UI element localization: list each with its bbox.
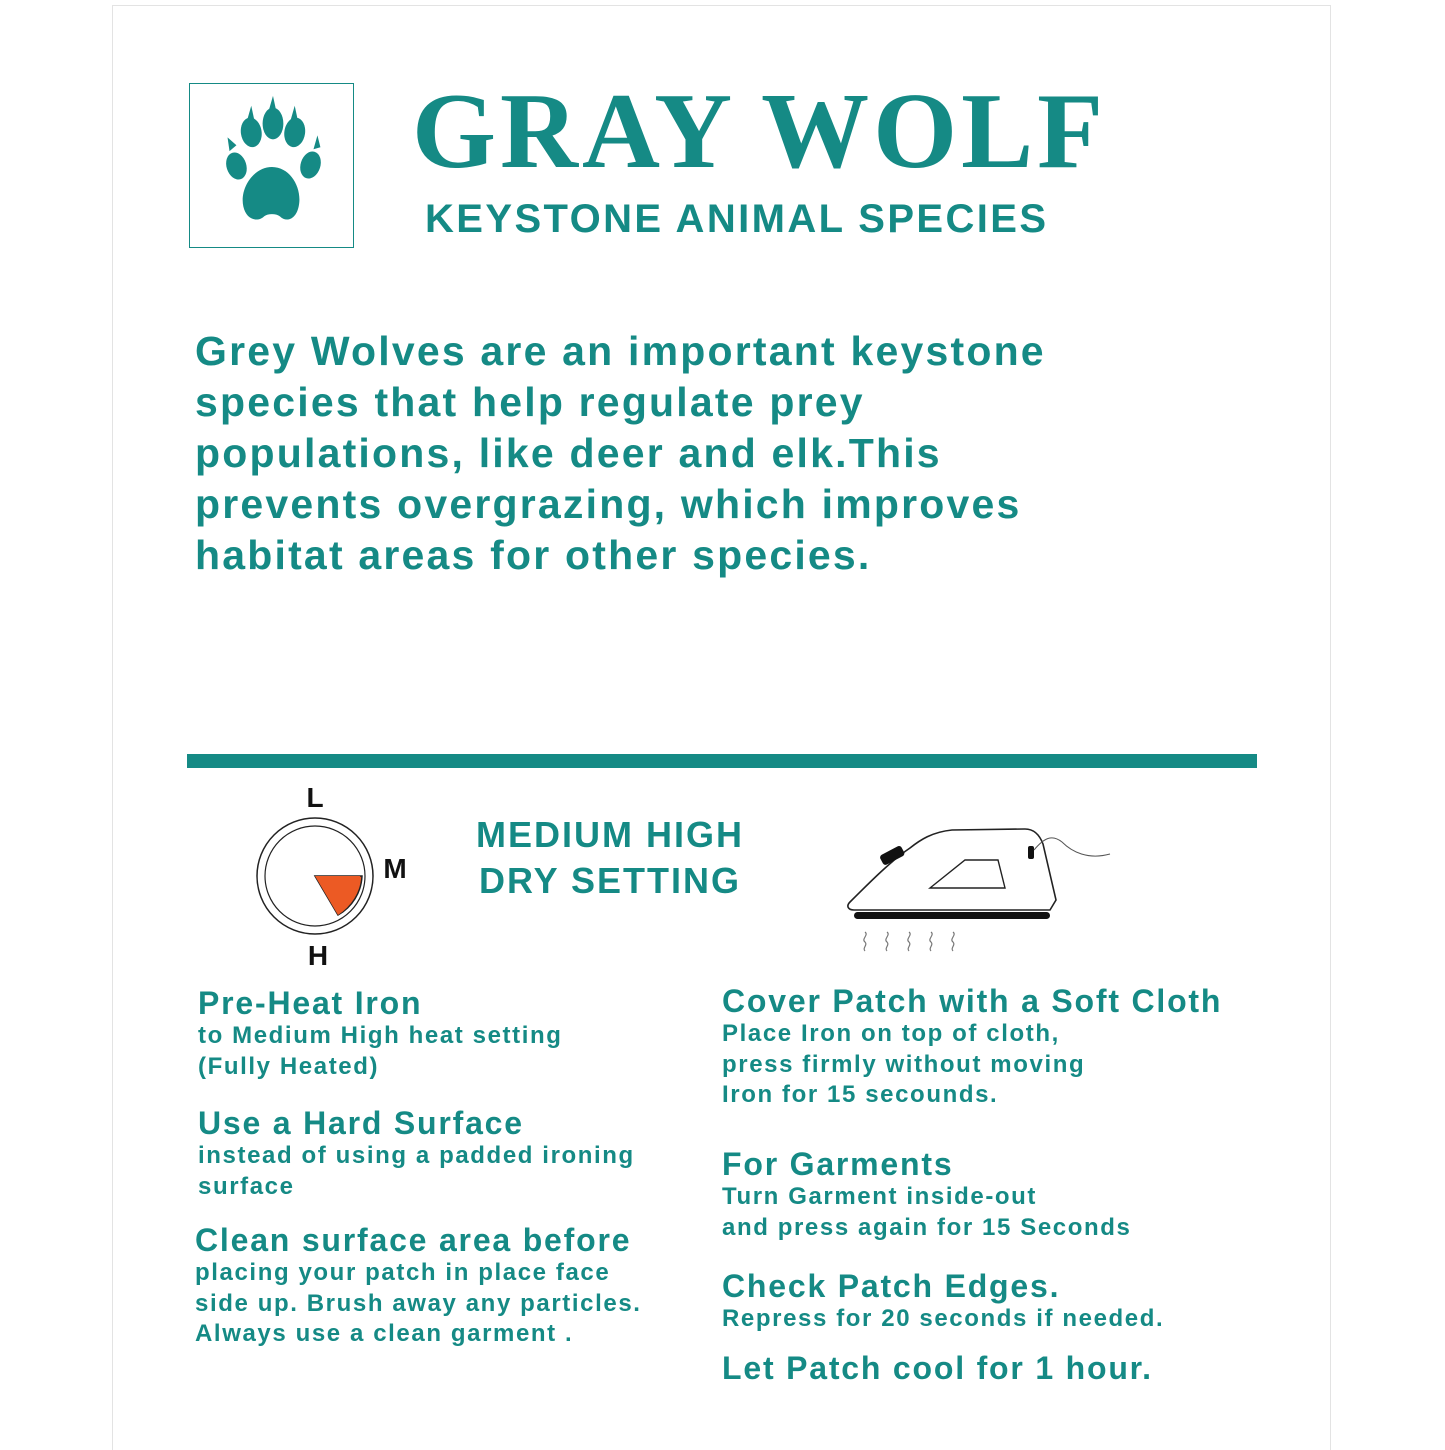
- step-heading: Cover Patch with a Soft Cloth: [722, 983, 1223, 1019]
- setting-line-2: DRY SETTING: [478, 860, 742, 901]
- dial-label-high: H: [307, 940, 329, 971]
- heat-dial: [240, 775, 430, 970]
- step-body: placing your patch in place face side up. Brush away any particles. Always use a clean garment .: [195, 1259, 642, 1347]
- heat-setting: [440, 812, 780, 904]
- step-body: to Medium High heat setting (Fully Heated): [198, 1022, 563, 1080]
- final-step: Let Patch cool for 1 hour.: [722, 1350, 1153, 1386]
- iron-icon: [840, 820, 1115, 960]
- step-cover-patch: [722, 983, 1222, 1111]
- step-body: Turn Garment inside-out and press again for 15 Seconds: [722, 1183, 1132, 1241]
- dial-label-medium: M: [383, 853, 407, 884]
- step-preheat: [198, 985, 563, 1082]
- step-body: instead of using a padded ironing surface: [198, 1142, 635, 1200]
- intro-paragraph: Grey Wolves are an important keystone species that help regulate prey populations, like deer and elk.This prevents overgrazing, which improves habitat areas for other species.: [195, 328, 1046, 578]
- page-title: GRAY WOLF: [412, 72, 1108, 191]
- section-divider: [187, 754, 1257, 768]
- step-body: Place Iron on top of cloth, press firmly without moving Iron for 15 secounds.: [722, 1020, 1086, 1108]
- step-heading: Check Patch Edges.: [722, 1268, 1061, 1304]
- step-heading: Pre-Heat Iron: [198, 985, 423, 1021]
- logo-box: [189, 83, 354, 248]
- step-heading: For Garments: [722, 1146, 954, 1182]
- step-garments: [722, 1146, 1131, 1243]
- step-clean-surface: [195, 1222, 642, 1350]
- paw-print-icon: [190, 84, 353, 247]
- dial-label-low: L: [306, 782, 324, 813]
- step-heading: Clean surface area before: [195, 1222, 632, 1258]
- page-subtitle: KEYSTONE ANIMAL SPECIES: [425, 197, 1049, 241]
- setting-line-1: MEDIUM HIGH: [476, 814, 744, 855]
- step-heading: Use a Hard Surface: [198, 1105, 524, 1141]
- step-hard-surface: [198, 1105, 635, 1202]
- step-body: Repress for 20 seconds if needed.: [722, 1305, 1165, 1332]
- step-check-edges: [722, 1268, 1164, 1335]
